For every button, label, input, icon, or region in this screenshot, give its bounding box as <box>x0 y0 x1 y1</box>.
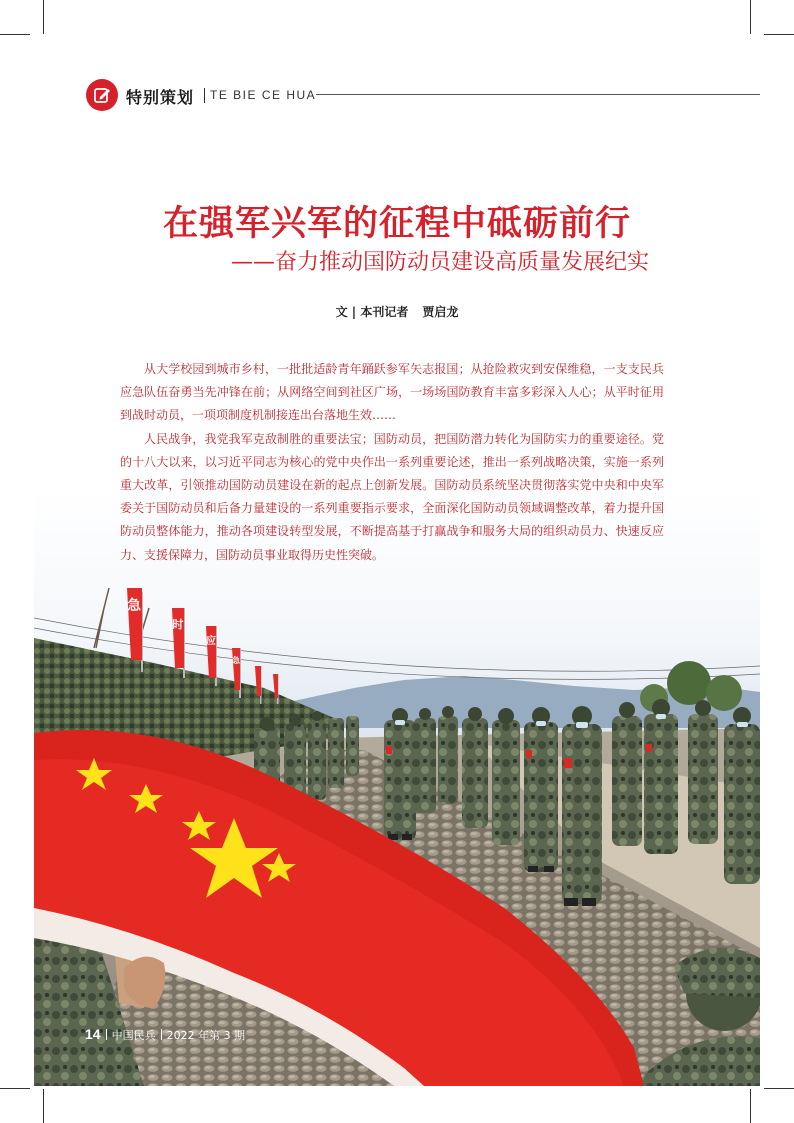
edit-pencil-icon <box>86 79 118 111</box>
header-rule <box>316 94 760 95</box>
banner-char-3: 应 <box>206 636 216 647</box>
paragraph: 人民战争，我党我军克敌制胜的重要法宝；国防动员，把国防潜力转化为国防实力的重要途径。党的十八大以来，以习近平同志为核心的党中央作出一系列重要论述，推出一系列战略决策，实施一系列重大改革，引领推动国防动员建设在新的起点上创新发展。国防动员系统坚决贯彻落实党中央和中央军委关于国防动员和后备力量建设的一系列重要指示要求，全面深化国防动员领域调整改革，着力提升国防动员整体能力，推动各项建设转型发展，不断提高基于打赢战争和服务大局的组织动员力、快速反应力、支援保障力，国防动员事业取得历史性突破。 <box>120 431 664 562</box>
banner-char-2: 时 <box>172 618 184 631</box>
article-body <box>120 358 664 567</box>
section-label: 特别策划 <box>126 88 195 107</box>
section-divider <box>204 88 205 103</box>
crop-mark-br-v <box>750 1089 751 1123</box>
footer-divider <box>161 1029 162 1040</box>
magazine-name: 中国民兵 <box>111 1029 156 1042</box>
banner-char-4: 急 <box>232 656 240 665</box>
section-label-pinyin: TE BIE CE HUA <box>210 88 317 102</box>
crop-mark-bl-v <box>43 1089 44 1123</box>
byline-prefix: 文 | 本刊记者 <box>335 305 409 319</box>
crop-mark-br-h <box>764 1088 794 1089</box>
byline-author: 贾启龙 <box>422 305 459 319</box>
section-header <box>86 79 766 111</box>
article-subtitle: ——奋力推动国防动员建设高质量发展纪实 <box>230 250 649 275</box>
footer-divider <box>106 1029 107 1040</box>
crop-mark-bl-h <box>0 1088 30 1089</box>
crop-mark-tr-v <box>750 0 751 34</box>
crop-mark-tl-h <box>0 34 30 35</box>
paragraph: 从大学校园到城市乡村，一批批适龄青年踊跃参军矢志报国；从抢险救灾到安保维稳，一支支民兵应急队伍奋勇当先冲锋在前；从网络空间到社区广场，一场场国防教育丰富多彩深入人心；从平时征用到战时动员，一项项制度机制接连出台落地生效…… <box>120 362 664 423</box>
issue-label: 2022 年第 3 期 <box>166 1029 246 1042</box>
article-title: 在强军兴军的征程中砥砺前行 <box>162 204 631 244</box>
crop-mark-tr-h <box>764 34 794 35</box>
banner-char-1: 急 <box>127 598 141 614</box>
page-number: 14 <box>85 1026 101 1042</box>
hero-photo <box>34 488 760 1086</box>
page-footer <box>85 1026 245 1046</box>
byline <box>0 303 794 320</box>
crop-mark-tl-v <box>43 0 44 34</box>
